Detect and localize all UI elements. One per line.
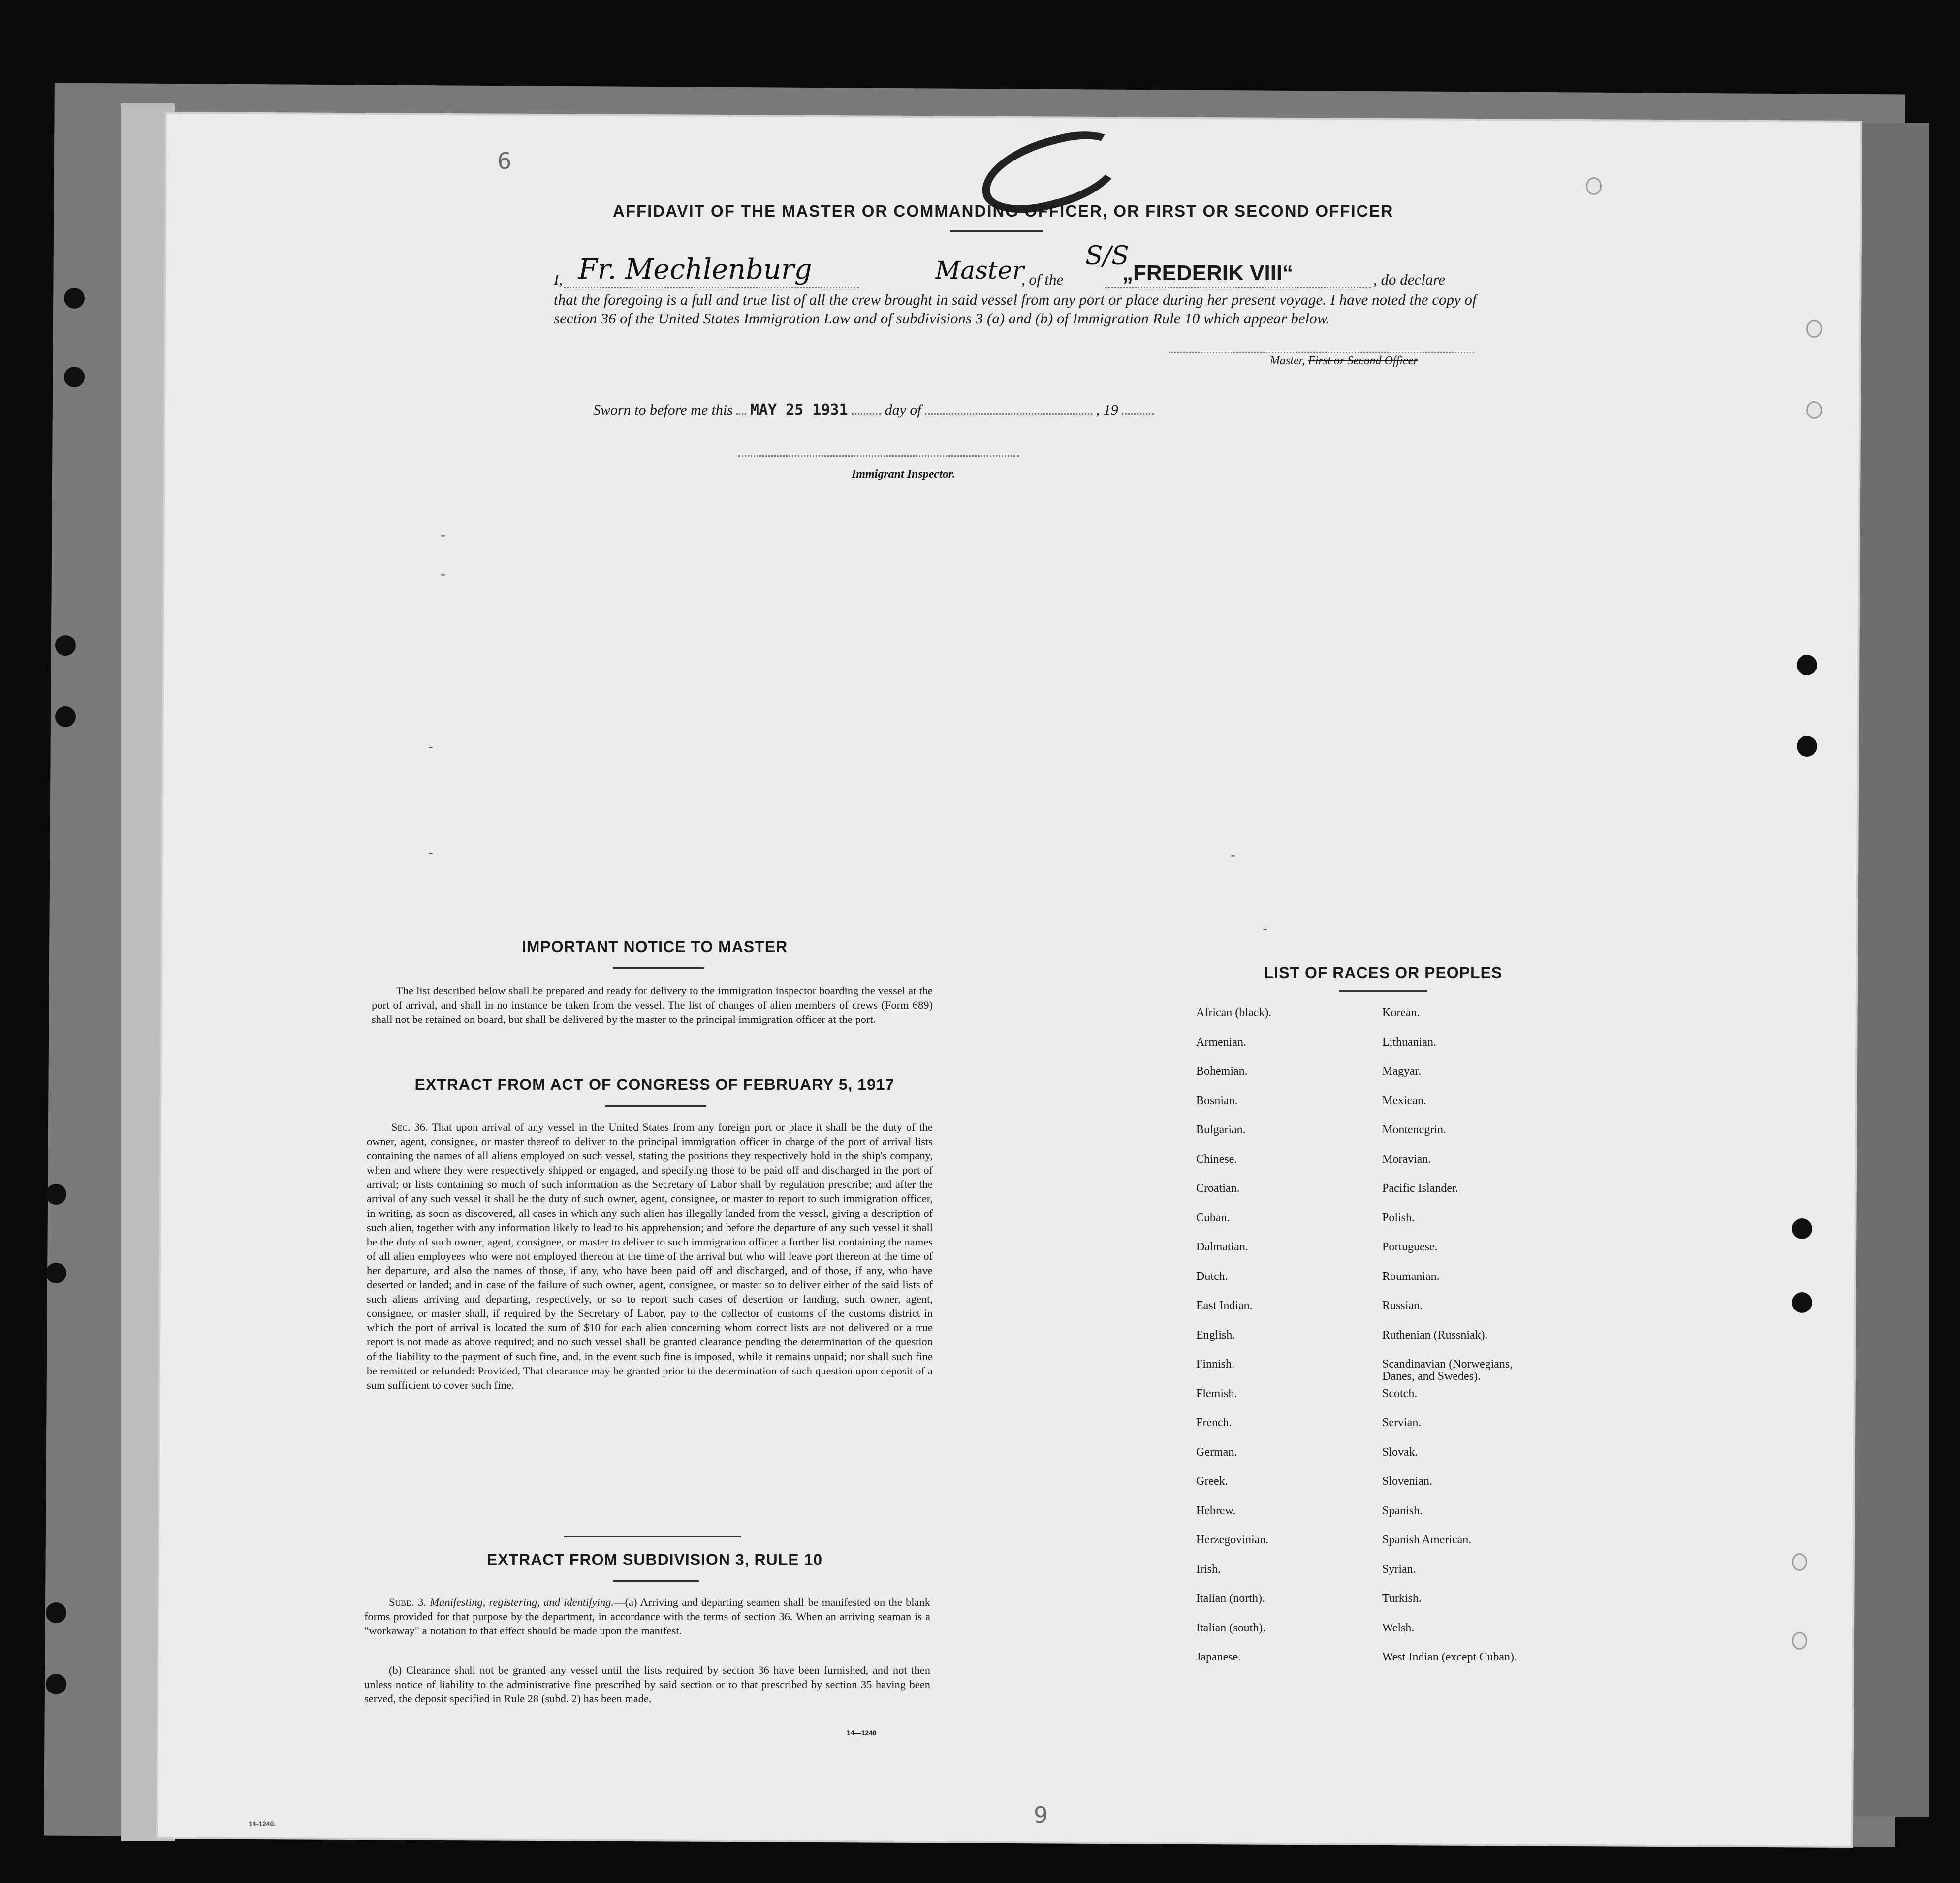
declaration-statement: that the foregoing is a full and true list of all the crew brought in said vessel from any port or place during her present voyage. I have noted the copy of section 36 of the United States Immigration Law and of subdivisions 3 (a) and (b) of Immigration Rule 10 which appear below. — [554, 291, 1477, 327]
race-entry: Lithuanian. — [1382, 1035, 1436, 1049]
race-entry: Servian. — [1382, 1416, 1422, 1429]
races-row — [1196, 1271, 1639, 1300]
race-entry: Italian (north). — [1196, 1592, 1265, 1605]
race-entry: East Indian. — [1196, 1299, 1253, 1312]
vessel-name: „FREDERIK VIII“ — [1122, 261, 1294, 285]
race-entry: Moravian. — [1382, 1152, 1431, 1166]
punch-hole — [46, 1263, 66, 1283]
race-entry: Croatian. — [1196, 1182, 1240, 1195]
punch-hole — [64, 288, 85, 309]
dash-mark: - — [428, 844, 434, 861]
master-label — [1270, 354, 1418, 368]
races-row — [1196, 1651, 1639, 1681]
sworn-prefix: Sworn to before me this — [593, 402, 733, 418]
race-entry: English. — [1196, 1328, 1235, 1341]
handwritten-role: Master — [935, 256, 1024, 285]
punch-hole — [46, 1184, 66, 1205]
form-number-bottom: 14-1240. — [249, 1820, 276, 1828]
race-entry: Montenegrin. — [1382, 1123, 1446, 1136]
race-entry: Turkish. — [1382, 1592, 1422, 1605]
inspector-label: Immigrant Inspector. — [852, 468, 955, 480]
races-rule — [1339, 990, 1427, 992]
form-number: 14—1240 — [847, 1729, 877, 1737]
punch-hole — [46, 1674, 66, 1694]
race-entry: Mexican. — [1382, 1094, 1426, 1107]
races-row — [1196, 1388, 1639, 1417]
race-entry: Slovak. — [1382, 1445, 1418, 1459]
race-entry: Cuban. — [1196, 1211, 1230, 1224]
race-entry: Syrian. — [1382, 1563, 1416, 1576]
master-label-text: Master, — [1270, 354, 1305, 367]
races-row — [1196, 1329, 1639, 1359]
race-entry: Spanish. — [1382, 1504, 1423, 1517]
rule-extract-text-a — [364, 1595, 930, 1638]
section-label: Sec. 36. — [391, 1121, 428, 1133]
section-36-text: That upon arrival of any vessel in the United States from any foreign port or place it shall be the duty of the owner, agent, consignee, or master thereof to deliver to the principal immigration officer in charge of the port of arrival lists containing the names of all aliens employed on such vessel, stating the positions they respectively hold in the ship's company, when and where they were respectively shipped or engaged, and specifying those to be paid off and discharged in the port of arrival; or lists containing so much of such information as the Secretary of Labor shall by regulation prescribe; and after the arrival of any such vessel it shall be the duty of such owner, agent, consignee, or master to report to such immigration officer, in writing, as soon as discovered, all cases in which any such alien has illegally landed from the vessel, giving a description of such alien, together with any information likely to lead to his apprehension; and before the departure of any such vessel it shall be the duty of such owner, agent, consignee, or master to deliver to such immigration officer a further list containing the names of all alien employees who were not employed thereon at the time of the arrival but who will leave port thereon at the time of her departure, and also the names of those, if any, who have been paid off and discharged, and of those, if any, who have deserted or landed; and in case of the failure of such owner, agent, consignee, or master so to deliver either of the said lists of such aliens arriving and departing, respectively, or so to report such cases of desertion or landing, such owner, agent, consignee, or master shall, if required by the Secretary of Labor, pay to the collector of customs of the customs district in which the port of arrival is located the sum of $10 for each alien concerning whom correct lists are not delivered or a true report is not made as above required; and no such vessel shall be granted clearance pending the determination of the question of the liability to the payment of such fine, and, in the event such fine is imposed, while it remains unpaid; nor shall such fine be remitted or refunded: Provided, That clearance may be granted prior to the determination of such question upon deposit of a sum sufficient to cover such fine. — [367, 1121, 933, 1391]
race-entry: Portuguese. — [1382, 1241, 1438, 1253]
subdivision-text-a: —(a) Arriving and departing seamen shall be manifested on the blank forms provided for that purpose by the department, in accordance with the terms of section 36. When an arriving seaman is a "workaway" a notation to that effect should be made upon the manifest. — [364, 1596, 931, 1637]
act-extract-rule — [605, 1105, 706, 1107]
race-entry: Irish. — [1196, 1563, 1221, 1576]
punch-hole — [1792, 1632, 1807, 1650]
races-row — [1196, 1446, 1639, 1476]
race-entry: French. — [1196, 1416, 1232, 1429]
inspector-signature-line — [738, 455, 1019, 457]
punch-hole — [1792, 1218, 1812, 1239]
races-row — [1196, 1593, 1639, 1622]
race-entry: Spanish American. — [1382, 1533, 1472, 1546]
sworn-line — [593, 401, 1208, 418]
declaration-line — [554, 241, 1486, 290]
race-entry: Flemish. — [1196, 1387, 1237, 1400]
dash-mark: - — [1231, 847, 1236, 863]
race-entry: Polish. — [1382, 1211, 1415, 1224]
race-entry: Armenian. — [1196, 1035, 1246, 1049]
rule-extract-text-b: (b) Clearance shall not be granted any vessel until the lists required by section 36 have been furnished, and not then unless notice of liability to the administrative fine prescribed by said section or to that prescribed by section 35 having been served, the deposit specified in Rule 28 (subd. 2) has been made. — [364, 1664, 930, 1705]
rule-extract-rule — [613, 1580, 699, 1582]
race-entry: Finnish. — [1196, 1358, 1235, 1371]
pencil-number: 9 — [1034, 1802, 1048, 1828]
race-entry: Bosnian. — [1196, 1094, 1238, 1107]
races-title: LIST OF RACES OR PEOPLES — [1264, 964, 1503, 982]
punch-hole — [1792, 1553, 1807, 1571]
sworn-day-of: day of — [885, 402, 921, 418]
affidavit-title: AFFIDAVIT OF THE MASTER OR COMMANDING OFFICER, OR FIRST OR SECOND OFFICER — [613, 202, 1394, 220]
races-row — [1196, 1300, 1639, 1329]
of-the-text: , of the — [1021, 271, 1064, 288]
subdivision-label: Subd. 3. — [389, 1596, 426, 1608]
punch-hole — [1586, 177, 1602, 195]
races-row — [1196, 1007, 1639, 1036]
race-entry: Magyar. — [1382, 1065, 1422, 1078]
dash-mark: - — [441, 566, 446, 582]
act-end-rule — [564, 1536, 741, 1537]
subdivision-heading: Manifesting, registering, and identifying. — [430, 1596, 614, 1608]
punch-hole — [1797, 655, 1817, 675]
signature-dotted-line — [564, 287, 859, 288]
race-entry: Roumanian. — [1382, 1270, 1440, 1283]
race-entry: Herzegovinian. — [1196, 1533, 1269, 1546]
do-declare-text: , do declare — [1373, 271, 1446, 288]
races-row — [1196, 1475, 1639, 1505]
dash-mark: - — [1263, 921, 1268, 937]
notice-rule — [613, 967, 704, 969]
dash-mark: - — [428, 738, 434, 755]
vessel-dotted-line — [1105, 287, 1371, 288]
dash-mark: - — [441, 527, 446, 543]
races-row — [1196, 1417, 1639, 1446]
race-entry: Korean. — [1382, 1006, 1420, 1019]
race-entry: Slovenian. — [1382, 1475, 1432, 1488]
date-stamp: MAY 25 1931 — [750, 401, 848, 418]
race-entry: Greek. — [1196, 1475, 1228, 1488]
race-entry: Hebrew. — [1196, 1504, 1236, 1517]
race-entry: Chinese. — [1196, 1152, 1237, 1166]
race-entry: Russian. — [1382, 1299, 1423, 1312]
punch-hole — [1806, 401, 1822, 419]
notice-text: The list described below shall be prepared and ready for delivery to the immigration inspector boarding the vessel at the port of arrival, and shall in no instance be taken from the vessel. The list of changes of alien members of crews (Form 689) shall not be retained on board, but shall be delivered by the master to the principal immigration officer at the port. — [372, 985, 933, 1025]
race-entry: West Indian (except Cuban). — [1382, 1651, 1517, 1663]
race-entry: Scandinavian (Norwegians, Danes, and Swedes). — [1382, 1358, 1513, 1383]
race-entry: Scotch. — [1382, 1387, 1418, 1400]
title-rule — [950, 230, 1043, 232]
races-row — [1196, 1505, 1639, 1534]
page-number-mark: 6 — [497, 148, 512, 174]
races-row — [1196, 1564, 1639, 1593]
punch-hole — [55, 635, 76, 656]
race-entry: Welsh. — [1382, 1621, 1415, 1634]
race-entry: Pacific Islander. — [1382, 1182, 1458, 1195]
race-entry: Ruthenian (Russniak). — [1382, 1328, 1488, 1341]
notice-title: IMPORTANT NOTICE TO MASTER — [521, 938, 788, 956]
races-row — [1196, 1241, 1639, 1271]
prefix-i: I, — [554, 271, 563, 288]
punch-hole — [1797, 736, 1817, 757]
races-row — [1196, 1095, 1639, 1124]
race-entry: Dutch. — [1196, 1270, 1228, 1283]
races-row — [1196, 1036, 1639, 1066]
punch-hole — [46, 1602, 66, 1623]
races-row — [1196, 1534, 1639, 1564]
struck-officer-label: First or Second Officer — [1308, 354, 1418, 367]
races-row — [1196, 1182, 1639, 1212]
rule-extract-title: EXTRACT FROM SUBDIVISION 3, RULE 10 — [486, 1551, 823, 1568]
master-signature-line — [1169, 352, 1474, 353]
act-extract-title: EXTRACT FROM ACT OF CONGRESS OF FEBRUARY 5, 1917 — [414, 1076, 895, 1093]
race-entry: Japanese. — [1196, 1651, 1241, 1663]
race-entry: African (black). — [1196, 1006, 1272, 1019]
races-row — [1196, 1065, 1639, 1095]
races-row — [1196, 1153, 1639, 1183]
races-row — [1196, 1622, 1639, 1652]
race-entry: Dalmatian. — [1196, 1241, 1248, 1253]
act-extract-text — [367, 1120, 933, 1392]
races-row — [1196, 1358, 1639, 1388]
handwritten-vessel-prefix: S/S — [1085, 241, 1129, 271]
race-entry: German. — [1196, 1445, 1237, 1459]
sworn-year: , 19 — [1096, 402, 1118, 418]
punch-hole — [1792, 1292, 1812, 1313]
races-row — [1196, 1212, 1639, 1242]
punch-hole — [1806, 320, 1822, 338]
race-entry: Bohemian. — [1196, 1065, 1248, 1078]
handwritten-signature: Fr. Mechlenburg — [578, 254, 812, 286]
race-entry: Italian (south). — [1196, 1621, 1266, 1634]
punch-hole — [55, 706, 76, 727]
races-list — [1196, 1007, 1639, 1681]
punch-hole — [64, 367, 85, 387]
race-entry: Bulgarian. — [1196, 1123, 1246, 1136]
races-row — [1196, 1124, 1639, 1153]
